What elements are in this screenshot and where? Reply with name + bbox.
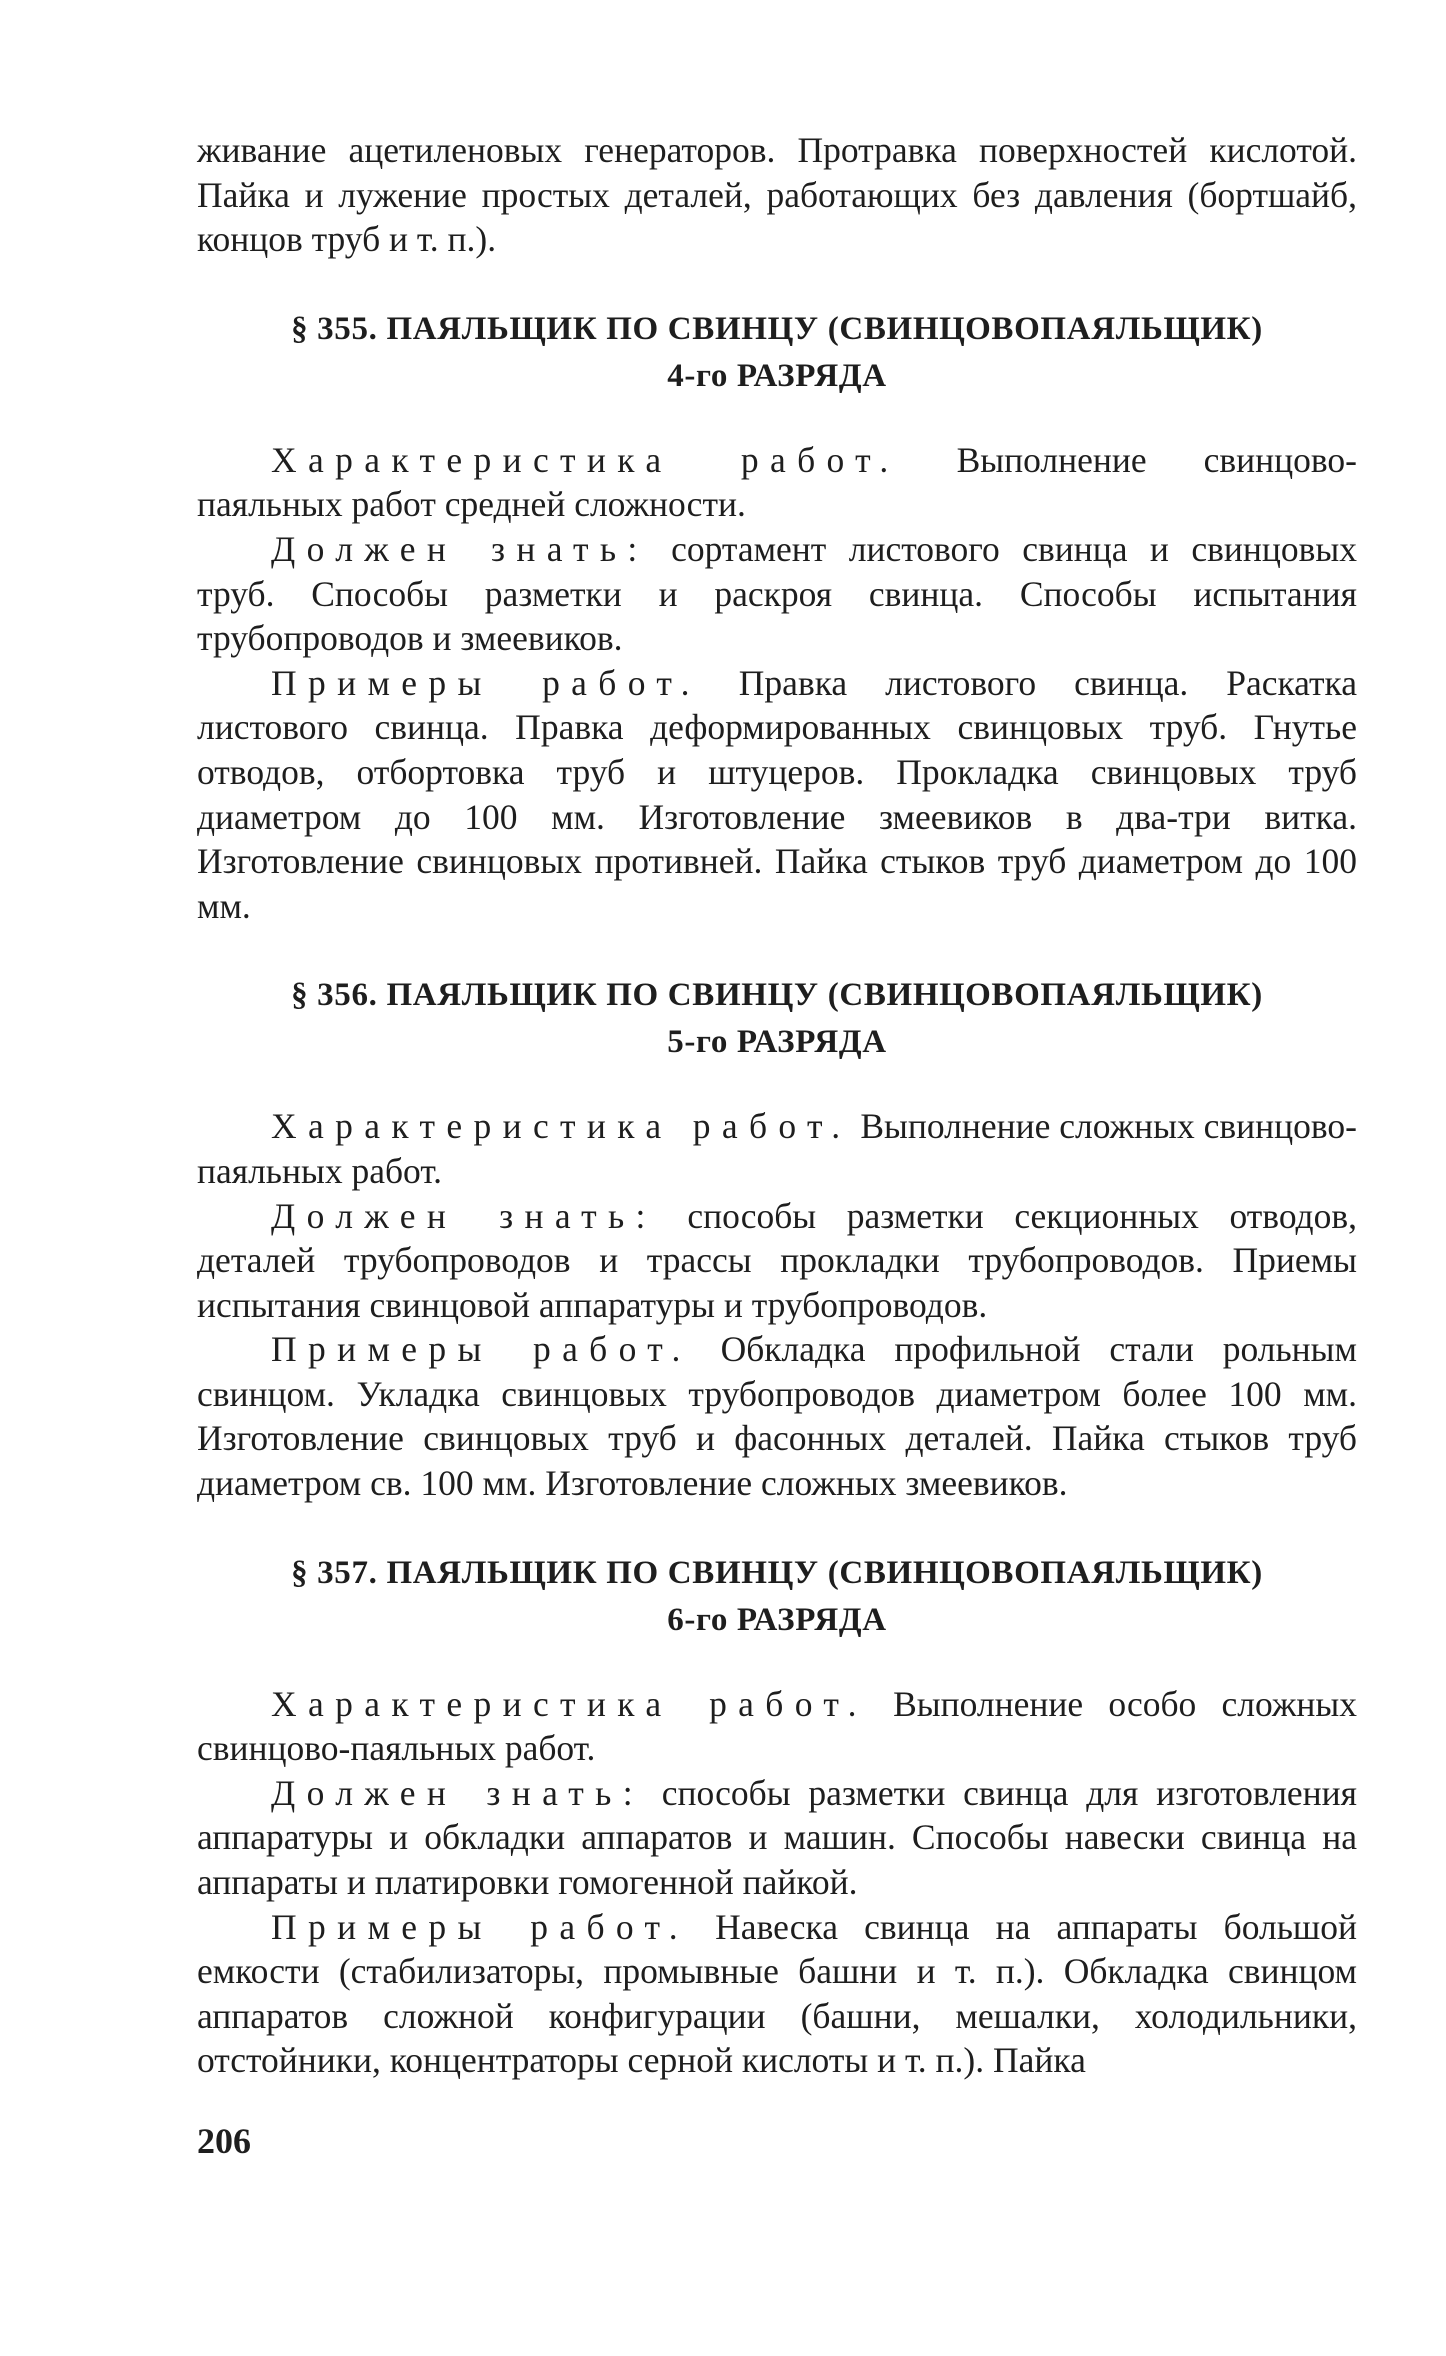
section-356 [197, 972, 1357, 1505]
characteristic-label: Характеристика работ. [271, 1106, 852, 1147]
section-subtitle: 4-го РАЗРЯДА [667, 357, 887, 394]
knowledge-text: способы разметки секционных отводов, деталей трубопроводов и трассы прокладки трубопроводов. Приемы испытания свинцовой аппаратуры и трубопроводов. [197, 1195, 1357, 1325]
knowledge-paragraph [197, 527, 1357, 661]
section-subtitle: 6-го РАЗРЯДА [667, 1601, 887, 1638]
page-content [197, 128, 1357, 2083]
examples-text: Обкладка профильной стали рольным свинцом. Укладка свинцовых трубопроводов диаметром более 100 мм. Изготовление свинцовых труб и фасонных деталей. Пайка стыков труб диаметром св. 100 мм. Изготовление сложных змеевиков. [197, 1329, 1357, 1504]
section-heading [197, 972, 1357, 1066]
knowledge-label: Должен знать: [271, 1195, 657, 1236]
examples-paragraph [197, 1327, 1357, 1505]
section-title: § 356. ПАЯЛЬЩИК ПО СВИНЦУ (СВИНЦОВОПАЯЛЬЩИК) [291, 977, 1263, 1014]
examples-paragraph [197, 661, 1357, 929]
section-357 [197, 1550, 1357, 2083]
knowledge-paragraph [197, 1771, 1357, 1905]
examples-label: Примеры работ. [271, 662, 701, 703]
knowledge-label: Должен знать: [271, 1772, 644, 1813]
examples-paragraph [197, 1905, 1357, 2083]
examples-label: Примеры работ. [271, 1329, 692, 1370]
characteristic-paragraph [197, 1104, 1357, 1193]
characteristic-text: Выполнение особо сложных свинцово-паяльных работ. [197, 1683, 1357, 1769]
section-355 [197, 306, 1357, 929]
characteristic-paragraph [197, 1682, 1357, 1771]
characteristic-label: Характеристика работ. [271, 439, 900, 480]
intro-paragraph: живание ацетиленовых генераторов. Протравка поверхностей кислотой. Пайка и лужение простых деталей, работающих без давления (бортшайб, концов труб и т. п.). [197, 130, 1357, 260]
examples-text: Навеска свинца на аппараты большой емкости (стабилизаторы, промывные башни и т. п.). Обкладка свинцом аппаратов сложной конфигурации (башни, мешалки, холодильники, отстойники, концентраторы серной кислоты и т. п.). Пайка [197, 1906, 1358, 2081]
characteristic-text: Выполнение сложных свинцово-паяльных работ. [197, 1106, 1357, 1191]
knowledge-text: сортамент листового свинца и свинцовых труб. Способы разметки и раскроя свинца. Способы испытания трубопроводов и змеевиков. [197, 528, 1358, 659]
knowledge-label: Должен знать: [271, 528, 649, 569]
characteristic-text: Выполнение свинцово-паяльных работ средней сложности. [197, 439, 1357, 525]
knowledge-text: способы разметки свинца для изготовления аппаратуры и обкладки аппаратов и машин. Способы навески свинца на аппараты и платировки гомогенной пайкой. [197, 1772, 1358, 1903]
section-subtitle: 5-го РАЗРЯДА [667, 1024, 887, 1061]
examples-label: Примеры работ. [271, 1906, 689, 1947]
characteristic-label: Характеристика работ. [271, 1683, 868, 1724]
section-heading [197, 1550, 1357, 1644]
section-heading [197, 306, 1357, 400]
examples-text: Правка листового свинца. Раскатка листового свинца. Правка деформированных свинцовых труб. Гнутье отводов, отбортовка труб и штуцеров. Прокладка свинцовых труб диаметром до 100 мм. Изготовление змеевиков в два-три витка. Изготовление свинцовых противней. Пайка стыков труб диаметром до 100 мм. [197, 662, 1358, 926]
section-title: § 357. ПАЯЛЬЩИК ПО СВИНЦУ (СВИНЦОВОПАЯЛЬЩИК) [291, 1554, 1263, 1591]
section-title: § 355. ПАЯЛЬЩИК ПО СВИНЦУ (СВИНЦОВОПАЯЛЬЩИК) [291, 310, 1263, 347]
page-number: 206 [197, 2121, 251, 2161]
characteristic-paragraph [197, 438, 1357, 527]
knowledge-paragraph [197, 1194, 1357, 1328]
